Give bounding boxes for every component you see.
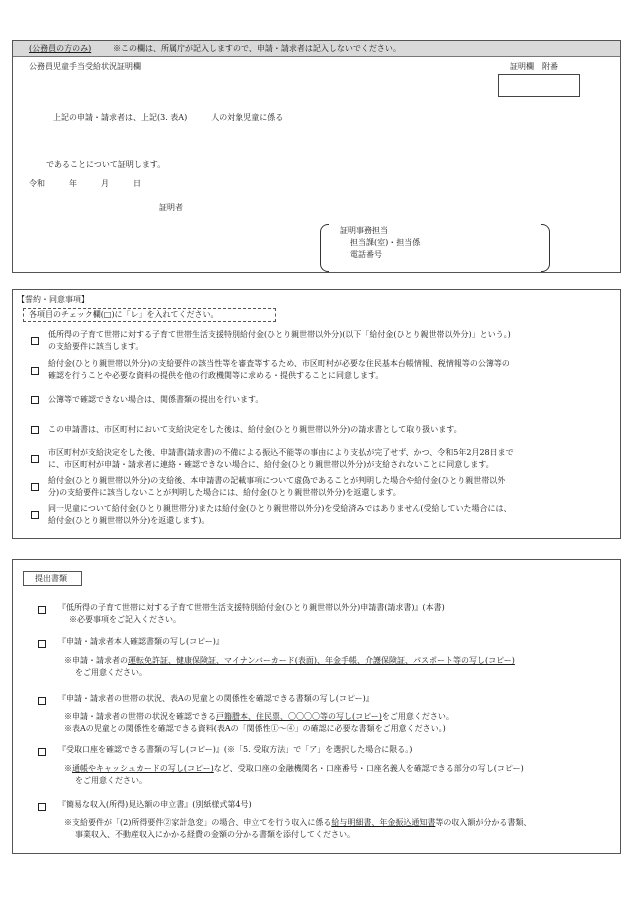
pledge-heading: 【誓約・同意事項】	[17, 295, 89, 304]
pledge-consent-section	[12, 289, 621, 539]
document-checkbox-5[interactable]	[38, 803, 46, 811]
pledge-item-6-line2: 分)の支給要件に該当しないことが判明した場合には、給付金(ひとり親世帯以外分)を返還します。	[48, 488, 401, 497]
document-3-household-documents: 戸籍謄本、住民票、〇〇〇〇等の写し(コピー)	[216, 712, 382, 721]
pledge-item-1-line1: 低所得の子育て世帯に対する子育て世帯生活支援特別給付金(ひとり親世帯以外分)(以下「給付金(ひとり親世帯以外分)」という。)	[48, 330, 511, 339]
certifier-label: 証明者	[159, 203, 183, 212]
document-2-note	[64, 657, 515, 665]
document-2-note-prefix: ※申請・請求者の	[64, 656, 128, 665]
document-3-note-1	[64, 713, 454, 721]
section-title: 公務員児童手当受給状況証明欄	[29, 62, 141, 71]
pledge-checkbox-5[interactable]	[31, 455, 39, 463]
pledge-item-7-line2: 給付金(ひとり親世帯以外分)を返還します)。	[48, 516, 210, 525]
pledge-checkbox-6[interactable]	[31, 483, 39, 491]
pledge-item-5-line2: に、市区町村が申請・請求者に連絡・確認できない場合に、給付金(ひとり親世帯以外分)が支給されないことに同意します。	[48, 460, 494, 469]
document-5-note-end: 事業収入、不動産収入にかかる経費の金額の分かる書類を添付してください。	[75, 830, 355, 839]
pledge-checkbox-4[interactable]	[31, 426, 39, 434]
contact-phone: 電話番号	[350, 250, 382, 259]
cert-number-field[interactable]	[498, 74, 580, 97]
document-4-note-suffix: など、受取口座の金融機関名・口座番号・口座名義人を確認できる部分の写し(コピー)	[213, 764, 524, 773]
pledge-item-6-line1: 給付金(ひとり親世帯以外分)の支給後、本申請書の記載事項について虚偽であることが判明した場合や給付金(ひとり親世帯以外	[48, 476, 506, 485]
pledge-item-2-line1: 給付金(ひとり親世帯以外分)の支給要件の該当性等を審査等するため、市区町村が必要な住民基本台帳情報、税情報等の公簿等の	[48, 359, 510, 368]
cert-statement-line1: 上記の申請・請求者は、上記(3. 表A) 人の対象児童に係る	[53, 113, 284, 122]
documents-heading: 提出書類	[35, 574, 67, 583]
pledge-item-7-line1: 同一児童について給付金(ひとり親世帯分)または給付金(ひとり親世帯以外分)を受給済みではありません(受給していた場合には、	[48, 504, 512, 513]
contact-office: 証明事務担当	[340, 226, 388, 235]
pledge-checkbox-3[interactable]	[31, 396, 39, 404]
document-5-note	[64, 819, 531, 827]
pledge-checkbox-1[interactable]	[31, 337, 39, 345]
contact-right-bracket	[541, 224, 550, 272]
document-1-note: ※必要事項をご記入ください。	[69, 615, 181, 624]
document-5-note-suffix: 等の収入額が分かる書類、	[435, 818, 532, 827]
document-4-note-end: をご用意ください。	[75, 776, 147, 785]
pledge-item-4: この申請書は、市区町村において支給決定をした後は、給付金(ひとり親世帯以外分)の請求書として取り扱います。	[48, 425, 462, 434]
pledge-item-2-line2: 確認を行うことや必要な資料の提供を他の行政機関等に求める・提供することに同意します。	[48, 371, 384, 380]
cert-number-label: 証明欄 附番	[510, 62, 558, 71]
document-5-title: 『簡易な収入(所得)見込額の申立書』(別紙様式第4号)	[58, 800, 252, 809]
pledge-item-3: 公簿等で確認できない場合は、関係書類の提出を行います。	[48, 395, 264, 404]
document-4-title: 『受取口座を確認できる書類の写し(コピー)』(※「5. 受取方法」で「ア」を選択した場合に限る。)	[58, 745, 413, 754]
cert-statement-line2: であることについて証明します。	[46, 160, 166, 169]
document-1-title: 『低所得の子育て世帯に対する子育て世帯生活支援特別給付金(ひとり親世帯以外分)申請書(請求書)』(本書)	[58, 603, 445, 612]
document-2-note-end: をご用意ください。	[75, 668, 147, 677]
document-3-title: 『申請・請求者の世帯の状況、表Aの児童との関係性を確認できる書類の写し(コピー)』	[58, 694, 374, 703]
document-5-note-prefix: ※支給要件が「(2)所得要件②家計急変」の場合、申立てを行う収入に係る	[64, 818, 332, 827]
document-2-title: 『申請・請求者本人確認書類の写し(コピー)』	[58, 637, 224, 646]
pledge-checkbox-7[interactable]	[31, 511, 39, 519]
document-checkbox-2[interactable]	[38, 640, 46, 648]
pledge-item-1-line2: の支給要件に該当します。	[48, 342, 144, 351]
civil-servant-certificate-section	[12, 40, 621, 273]
document-checkbox-1[interactable]	[38, 606, 46, 614]
document-4-bankbook-copy: 通帳やキャッシュカードの写し(コピー)	[72, 764, 214, 773]
header-civil-servant-only: (公務員の方のみ)	[29, 44, 92, 53]
pledge-checkbox-2[interactable]	[31, 367, 39, 375]
document-4-note	[64, 765, 524, 773]
document-4-note-prefix: ※	[64, 764, 72, 773]
document-3-note-2: ※表Aの児童との関係性を確認できる資料(表Aの「関係性①～④」の確認に必要な書類をご用意ください。)	[64, 724, 446, 733]
required-documents-section	[12, 559, 621, 854]
document-checkbox-4[interactable]	[38, 748, 46, 756]
cert-date: 令和 年 月 日	[29, 179, 141, 188]
contact-left-bracket	[320, 224, 329, 272]
contact-department: 担当課(室)・担当係	[350, 238, 421, 247]
pledge-item-5-line1: 市区町村が支給決定をした後、申請書(請求書)の不備による振込不能等の事由により支払が完了せず、かつ、令和5年2月28日まで	[48, 448, 514, 457]
document-5-income-documents: 給与明細書、年金振込通知書	[331, 818, 436, 827]
instruction-text: 各項目のチェック欄(□)に「レ」を入れてください。	[29, 310, 219, 319]
document-2-id-documents: 運転免許証、健康保険証、マイナンバーカード(表面)、年金手帳、介護保険証、パスポート等の写し(コピー)	[128, 656, 515, 665]
header-note: ※この欄は、所属庁が記入しますので、申請・請求者は記入しないでください。	[113, 44, 401, 53]
document-3-note-1-suffix: をご用意ください。	[381, 712, 454, 721]
document-3-note-1-prefix: ※申請・請求者の世帯の状況を確認できる	[64, 712, 216, 721]
document-checkbox-3[interactable]	[38, 697, 46, 705]
